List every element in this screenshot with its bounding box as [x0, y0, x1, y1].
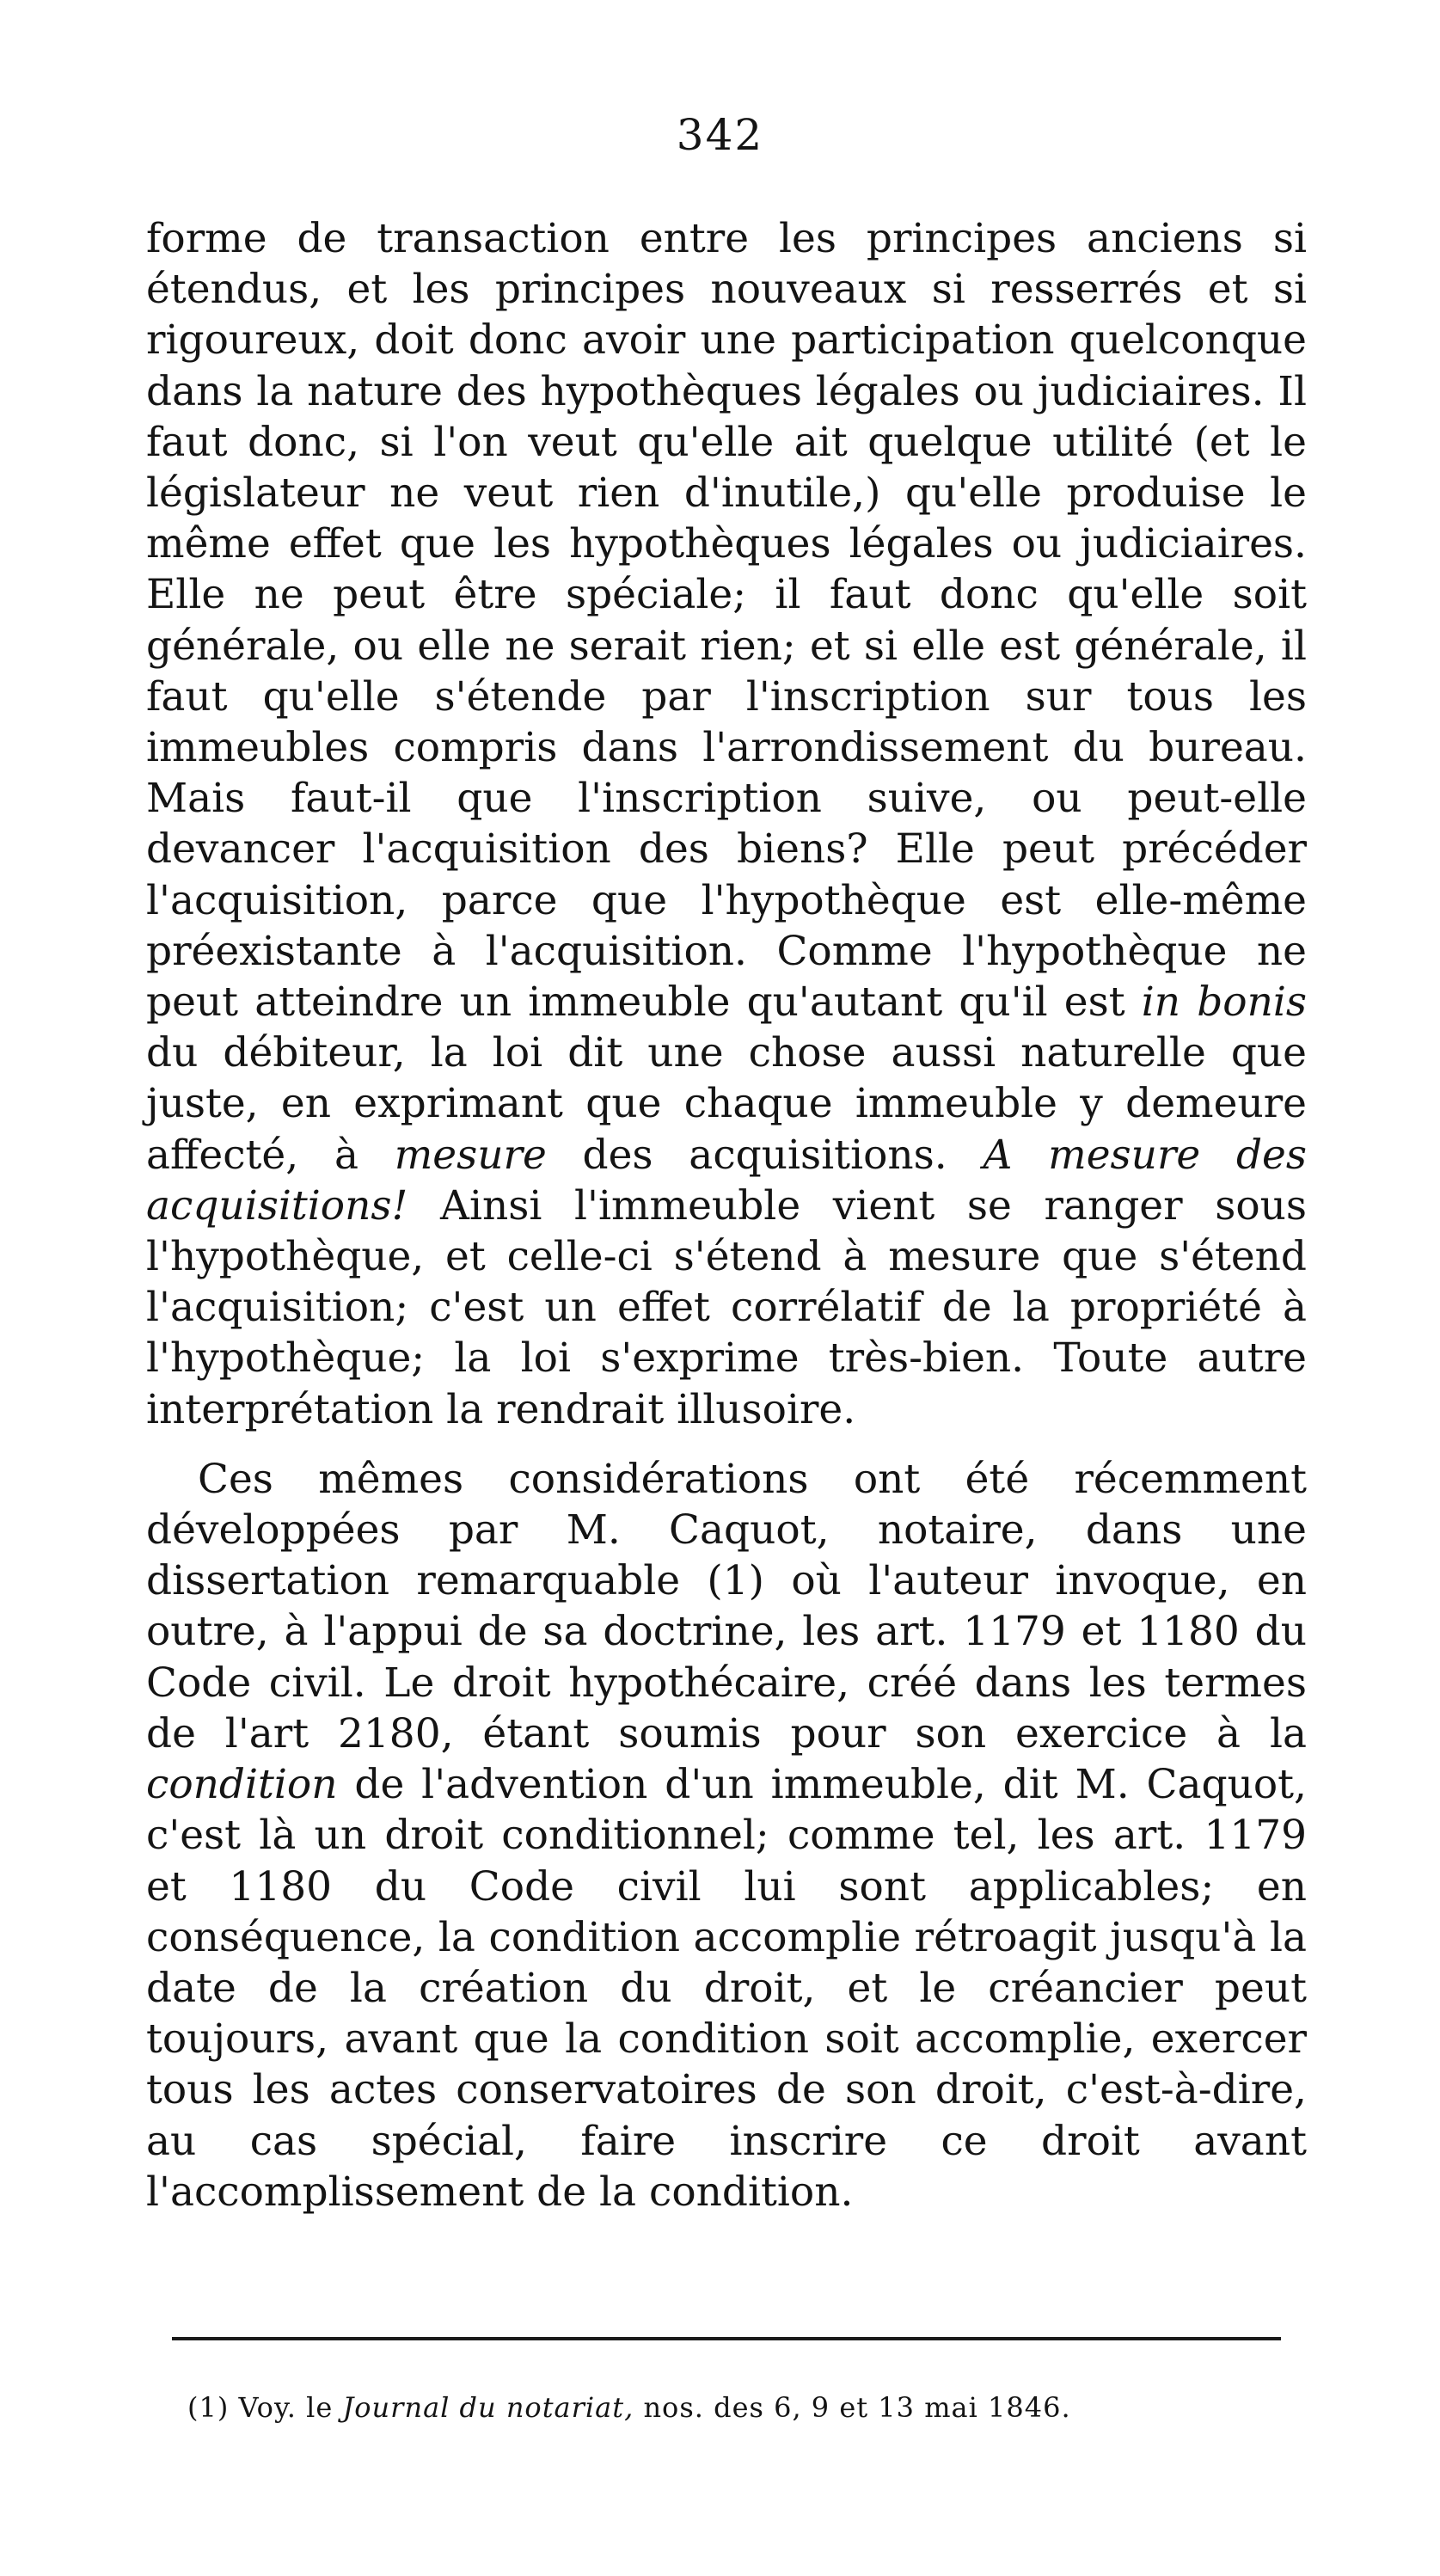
footnote-divider — [172, 2337, 1281, 2340]
footnote-journal-title: Journal du notariat, — [342, 2391, 634, 2424]
text-segment: forme de transaction entre les principes anciens si étendus, et les principes nouveaux si resserrés et si rigoureux, doit donc avoir une participation quelconque dans la nature des hypothèques légales ou judiciaires. Il faut donc, si l'on veut qu'elle ait quelque utilité (et le législateur ne veut rien d'inutile,) qu'elle produise le même effet que les hypothèques légales ou judiciaires. Elle ne peut être spéciale; il faut donc qu'elle soit générale, ou elle ne serait rien; et si elle est générale, il faut qu'elle s'étende par l'inscription sur tous les immeubles compris dans l'arrondissement du bureau. Mais faut-il que l'inscription suive, ou peut-elle devancer l'acquisition des biens? Elle peut précéder l'acquisition, parce que l'hypothèque est elle-même préexistante à l'acquisition. Comme l'hypothèque ne peut atteindre un immeuble qu'autant qu'il est — [146, 215, 1307, 1027]
body-text — [146, 213, 1307, 2217]
footnote — [187, 2390, 1305, 2425]
italic-segment: A mesure des acquisitions! — [146, 1131, 1307, 1230]
paragraph-1 — [146, 213, 1307, 1435]
text-segment: du débiteur, la loi dit une chose aussi naturelle que juste, en exprimant que chaque immeuble y demeure affecté, à — [146, 1029, 1307, 1179]
text-segment: Ainsi l'immeuble vient se ranger sous l'hypothèque, et celle-ci s'étend à mesure que s'étend l'acquisition; c'est un effet corrélatif de la propriété à l'hypothèque; la loi s'exprime très-bien. Toute autre interprétation la rendrait illusoire. — [146, 1181, 1307, 1433]
italic-segment: mesure — [394, 1131, 547, 1179]
text-segment: des acquisitions. — [546, 1131, 983, 1179]
italic-segment: in bonis — [1141, 978, 1308, 1027]
footnote-text: nos. des 6, 9 et 13 mai 1846. — [634, 2391, 1071, 2424]
text-segment: Ces mêmes considérations ont été récemment développées par M. Caquot, notaire, dans une dissertation remarquable (1) où l'auteur invoque, en outre, à l'appui de sa doctrine, les art. 1179 et 1180 du Code civil. Le droit hypothécaire, créé dans les termes de l'art 2180, étant soumis pour son exercice à la — [146, 1455, 1307, 1757]
italic-segment: condition — [146, 1761, 338, 1809]
text-segment: de l'advention d'un immeuble, dit M. Caquot, c'est là un droit conditionnel; comme tel, les art. 1179 et 1180 du Code civil lui sont applicables; en conséquence, la condition accomplie rétroagit jusqu'à la date de la création du droit, et le créancier peut toujours, avant que la condition soit accomplie, exercer tous les actes conservatoires de son droit, c'est-à-dire, au cas spécial, faire inscrire ce droit avant l'accomplissement de la condition. — [146, 1761, 1307, 2216]
paragraph-2 — [146, 1454, 1307, 2217]
page-number: 342 — [676, 110, 764, 160]
footnote-text: (1) Voy. le — [187, 2391, 343, 2424]
